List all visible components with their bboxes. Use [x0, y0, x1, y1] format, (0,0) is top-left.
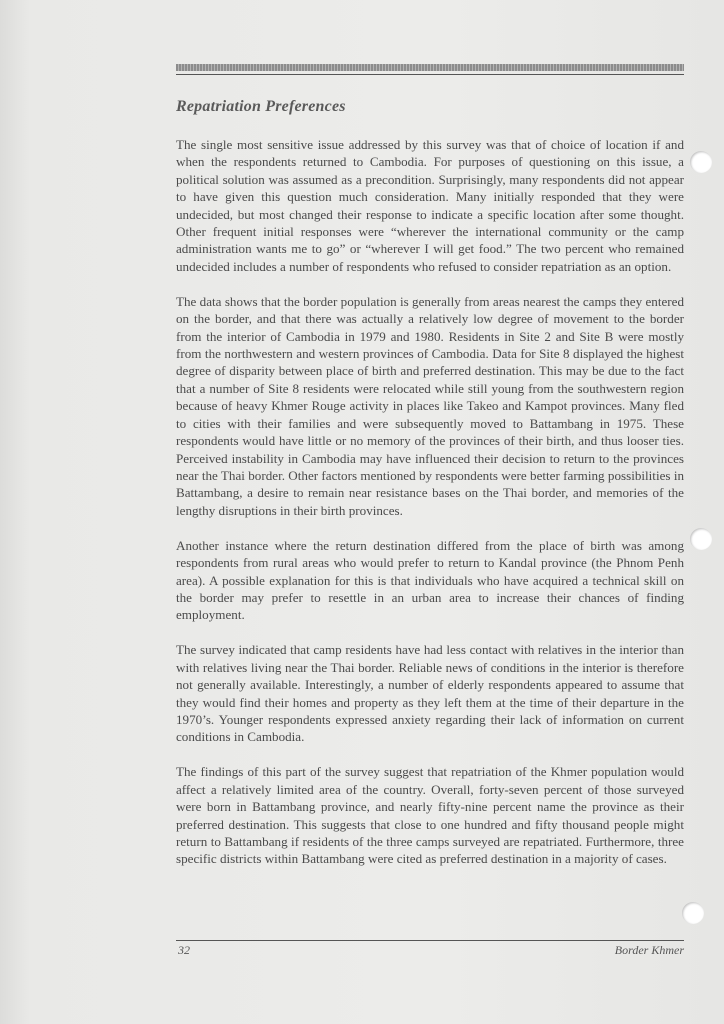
punch-hole-bottom — [682, 902, 704, 924]
footer-title: Border Khmer — [614, 943, 684, 957]
paragraph-1: The single most sensitive issue addressed by this survey was that of choice of location if and when the respondents returned to Cambodia. For purposes of questioning on this issue, a political solution was assumed as a precondition. Surprisingly, many respondents did not appear to have given this question much consideration. Many initially responded that they were undecided, but most changed their response to indicate a specific location after some thought. Other frequent initial responses were “wherever the international community or the camp administration wants me to go” or “wherever I will get food.” The two percent who remained undecided includes a number of respondents who refused to consider repatriation as an option. — [176, 137, 684, 274]
header-rule-thick — [176, 64, 684, 71]
page-number: 32 — [178, 943, 190, 957]
header-rule-thin — [176, 74, 684, 75]
body-text — [176, 136, 684, 885]
paragraph-2: The data shows that the border population is generally from areas nearest the camps they entered on the border, and that there was actually a relatively low degree of movement to the border from the interior of Cambodia in 1979 and 1980. Residents in Site 2 and Site B were mostly from the northwestern and western provinces of Cambodia. Data for Site 8 displayed the highest degree of disparity between place of birth and preferred destination. This may be due to the fact that a number of Site 8 residents were relocated while still young from the southwestern region because of heavy Khmer Rouge activity in places like Takeo and Kampot provinces. Many fled to cities with their families and were subsequently moved to Battambang in 1975. These respondents would have little or no memory of the provinces of their birth, and thus looser ties. Perceived instability in Cambodia may have influenced their decision to return to the provinces near the Thai border. Other factors mentioned by respondents were better farming possibilities in Battambang, a desire to remain near resistance bases on the Thai border, and memories of the lengthy disruptions in their birth provinces. — [176, 293, 684, 518]
footer-rule — [176, 940, 684, 941]
paragraph-5: The findings of this part of the survey suggest that repatriation of the Khmer population would affect a relatively limited area of the country. Overall, forty-seven percent of those surveyed were born in Battambang province, and nearly fifty-nine percent name the province as their preferred destination. This suggests that close to one hundred and fifty thousand people might return to Battambang if residents of the three camps surveyed are repatriated. Furthermore, three specific districts within Battambang were cited as preferred destination in a majority of cases. — [176, 764, 684, 867]
punch-hole-middle — [690, 528, 712, 550]
paragraph-3: Another instance where the return destination differed from the place of birth was among respondents from rural areas who would prefer to return to Kandal province (the Phnom Penh area). A possible explanation for this is that individuals who have acquired a technical skill on the border may prefer to resettle in an urban area to increase their chances of finding employment. — [176, 537, 684, 623]
section-heading: Repatriation Preferences — [176, 98, 346, 115]
punch-hole-top — [690, 151, 712, 173]
paragraph-4: The survey indicated that camp residents have had less contact with relatives in the interior than with relatives living near the Thai border. Reliable news of conditions in the interior is therefore not generally available. Interestingly, a number of elderly respondents appeared to assume that they would find their homes and property as they left them at the time of their departure in the 1970’s. Younger respondents expressed anxiety regarding their lack of information on current conditions in Cambodia. — [176, 642, 684, 745]
